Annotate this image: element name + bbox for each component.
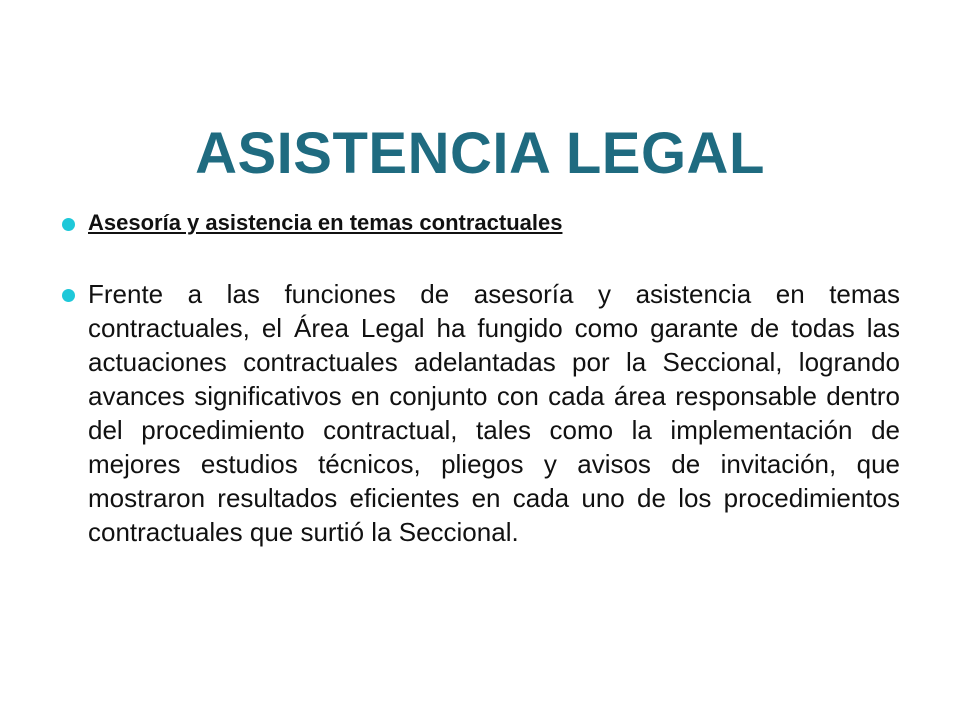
slide-title: ASISTENCIA LEGAL [195,121,765,186]
bullet-dot-icon [62,289,75,302]
bullet-subtitle-text: Asesoría y asistencia en temas contractuales [88,210,563,235]
bullet-item-body [62,277,902,549]
bullet-dot-icon [62,218,75,231]
bullet-item-subtitle [62,205,902,241]
bullet-list [62,205,902,549]
bullet-body-text: Frente a las funciones de asesoría y asistencia en temas contractuales, el Área Legal ha fungido como garante de todas las actuaciones contractuales adelantadas por la Seccional, logrando avances significativos en conjunto con cada área responsable dentro del procedimiento contractual, tales como la implementación de mejores estudios técnicos, pliegos y avisos de invitación, que mostraron resultados eficientes en cada uno de los procedimientos contractuales que surtió la Seccional. [88,279,900,547]
